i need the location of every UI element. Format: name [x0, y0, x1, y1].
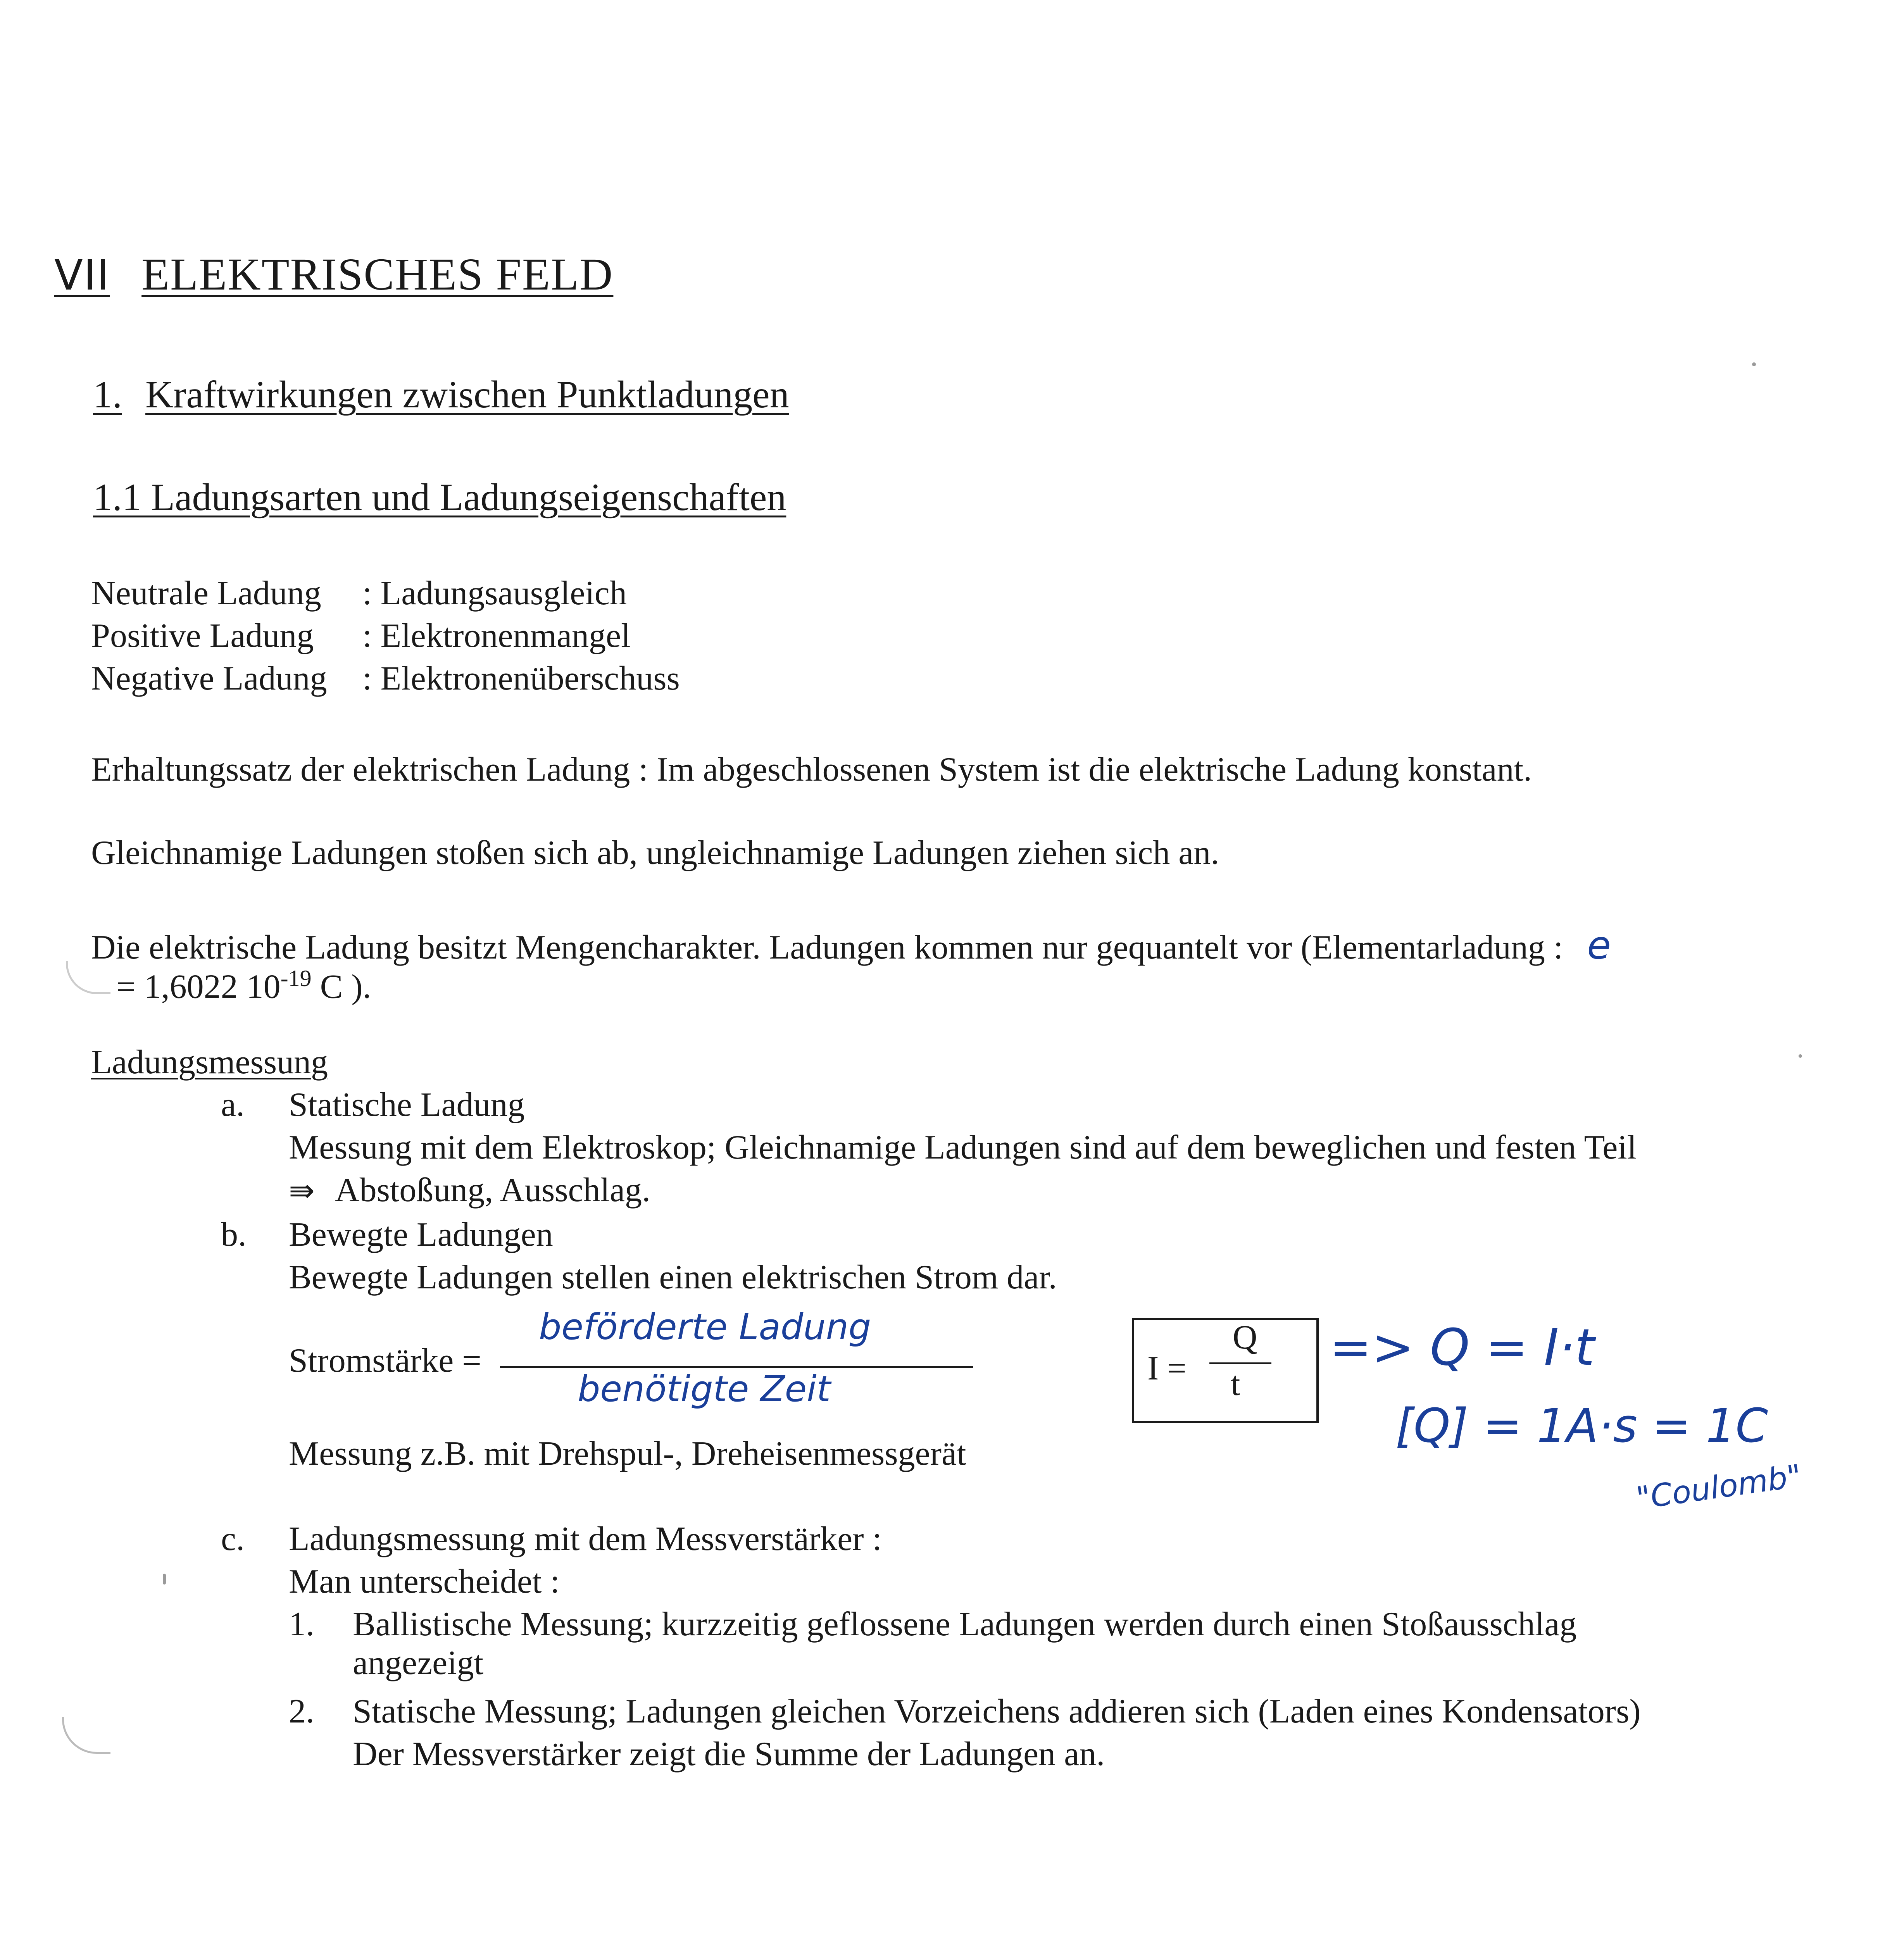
- list-item-text: Der Messverstärker zeigt die Summe der Ladungen an.: [353, 1735, 1105, 1773]
- list-item-number: 1.: [289, 1605, 314, 1643]
- charge-sep: :: [362, 617, 372, 655]
- list-marker-c: c.: [221, 1520, 245, 1558]
- moving-charges-line2: Messung z.B. mit Drehspul-, Dreheisenmessgerät: [289, 1435, 966, 1472]
- like-charges-statement: Gleichnamige Ladungen stoßen sich ab, ungleichnamige Ladungen ziehen sich an.: [91, 834, 1219, 872]
- list-item-number: 2.: [289, 1693, 314, 1730]
- elementary-charge-unit: C ).: [311, 968, 371, 1006]
- chapter-roman-numeral: VII: [54, 251, 110, 300]
- list-item-text: angezeigt: [353, 1644, 484, 1682]
- charge-label: Positive Ladung: [91, 617, 314, 655]
- handwritten-numerator: beförderte Ladung: [539, 1306, 871, 1348]
- section-1-1-heading: 1.1 Ladungsarten und Ladungseigenschaften: [93, 476, 786, 519]
- charge-value: Elektronenmangel: [380, 617, 631, 655]
- list-marker-a: a.: [221, 1086, 245, 1124]
- elementary-charge-value: = 1,6022 10: [116, 968, 281, 1006]
- conservation-law: Erhaltungssatz der elektrischen Ladung : Im abgeschlossenen System ist die elektrische Ladung konstant.: [91, 751, 1532, 788]
- amplifier-title: Ladungsmessung mit dem Messverstärker :: [289, 1520, 882, 1558]
- charge-value: Ladungsausgleich: [380, 574, 627, 612]
- punch-hole-shadow: [62, 1717, 110, 1754]
- page-title: [54, 248, 613, 301]
- charge-label: Negative Ladung: [91, 660, 327, 697]
- charge-row: [91, 616, 631, 655]
- punch-hole-shadow: [66, 961, 110, 994]
- charge-row: [91, 659, 680, 698]
- handwritten-e: e: [1587, 922, 1611, 968]
- formula-fraction-bar: [1209, 1362, 1271, 1364]
- list-item-text: Ballistische Messung; kurzzeitig geflossene Ladungen werden durch einen Stoßausschlag: [353, 1605, 1577, 1643]
- section-1-title: Kraftwirkungen zwischen Punktladungen: [145, 373, 789, 416]
- formula-numerator: Q: [1233, 1319, 1257, 1356]
- static-charge-result: Abstoßung, Ausschlag.: [335, 1171, 651, 1209]
- static-charge-line2: [289, 1171, 650, 1210]
- moving-charges-line1: Bewegte Ladungen stellen einen elektrischen Strom dar.: [289, 1259, 1057, 1296]
- quantity-statement-line1: [91, 922, 1611, 968]
- quantity-statement-line2: [116, 965, 371, 1006]
- list-marker-b: b.: [221, 1216, 247, 1253]
- handwritten-note-coulomb: "Coulomb": [1634, 1457, 1804, 1517]
- measurement-heading: Ladungsmessung: [91, 1043, 328, 1081]
- current-label: Stromstärke =: [289, 1342, 481, 1379]
- formula-lhs: I =: [1147, 1350, 1187, 1387]
- scan-speck: [1799, 1054, 1802, 1058]
- chapter-title: ELEKTRISCHES FELD: [141, 249, 614, 300]
- amplifier-intro: Man unterscheidet :: [289, 1563, 560, 1600]
- scan-speck: [1752, 362, 1756, 366]
- elementary-charge-exponent: -19: [280, 966, 312, 991]
- handwritten-denominator: benötigte Zeit: [578, 1368, 831, 1410]
- charge-sep: :: [362, 574, 372, 612]
- static-charge-line1: Messung mit dem Elektroskop; Gleichnamige Ladungen sind auf dem beweglichen und festen Teil: [289, 1129, 1637, 1166]
- moving-charges-title: Bewegte Ladungen: [289, 1216, 553, 1253]
- quantity-text: Die elektrische Ladung besitzt Mengencharakter. Ladungen kommen nur gequantelt vor (Elementarladung :: [91, 929, 1563, 966]
- charge-label: Neutrale Ladung: [91, 574, 321, 612]
- formula-denominator: t: [1231, 1365, 1240, 1403]
- section-1-number: 1.: [93, 373, 122, 416]
- handwritten-note-q-it: => Q = I·t: [1330, 1318, 1595, 1377]
- section-1-heading: [93, 372, 789, 417]
- charge-sep: :: [362, 660, 372, 697]
- charge-value: Elektronenüberschuss: [380, 660, 680, 697]
- handwritten-note-unit: [Q] = 1A·s = 1C: [1395, 1399, 1768, 1453]
- charge-row: [91, 574, 627, 613]
- implies-arrow-icon: ⇛: [289, 1172, 315, 1209]
- static-charge-title: Statische Ladung: [289, 1086, 525, 1124]
- list-item-text: Statische Messung; Ladungen gleichen Vorzeichens addieren sich (Laden eines Kondensators): [353, 1693, 1641, 1730]
- scan-speck: [163, 1574, 166, 1585]
